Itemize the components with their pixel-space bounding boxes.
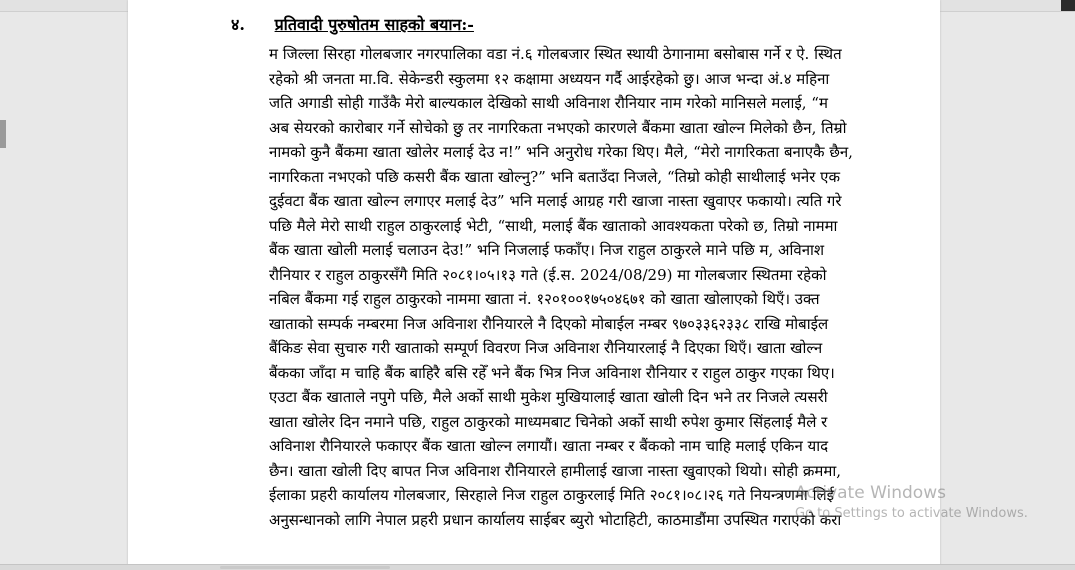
statement-line: नामको कुनै बैंकमा खाता खोलेर मलाई देउ न!” भनि अनुरोध गरेका थिए। मैले, “मेरो नागरिकता बनाएकै छैन, (269, 143, 853, 161)
activation-subtitle: Go to Settings to activate Windows. (795, 506, 1028, 521)
statement-line: म जिल्ला सिरहा गोलबजार नगरपालिका वडा नं.६ गोलबजार स्थित स्थायी ठेगानामा बसोबास गर्ने र ऐ. स्थित (269, 45, 842, 63)
statement-line: बैंकका जाँदा म चाहि बैंक बाहिरै बसि रहेँ भने बैंक भित्र निज अविनाश रौनियार र राहुल ठाकुर गएका थिए। (269, 363, 835, 382)
left-scrollbar-thumb[interactable] (0, 120, 6, 148)
window-corner (1061, 0, 1075, 11)
statement-line: पछि मैले मेरो साथी राहुल ठाकुरलाई भेटी, “साथी, मलाई बैंक खाताको आवश्यकता परेको छ, तिम्रो नाममा (269, 216, 838, 235)
section-number: ४. (231, 15, 245, 34)
statement-line: खाताको सम्पर्क नम्बरमा निज अविनाश रौनियारले नै दिएको मोबाईल नम्बर ९७०३३६२३३८ राखि मोबाईल (269, 314, 829, 333)
statement-line: नागरिकता नभएको पछि कसरी बैंक खाता खोल्नु?” भनि बताउँदा निजले, “तिम्रो कोही साथीलाई भनेर एक (269, 167, 840, 186)
taskbar-edge (0, 564, 1075, 570)
statement-line: खाता खोलेर दिन नमाने पछि, राहुल ठाकुरको माध्यमबाट चिनेको अर्को साथी रुपेश कुमार सिंहलाई मैले र (269, 412, 828, 431)
statement-line: बैंक खाता खोली मलाई चलाउन देउ!” भनि निजलाई फकाँए। निज राहुल ठाकुरले माने पछि म, अविनाश (269, 241, 825, 259)
activation-title: Activate Windows (795, 483, 946, 503)
statement-line: अविनाश रौनियारले फकाएर बैंक खाता खोल्न लगायौं। खाता नम्बर र बैंकको नाम चाहि मलाई एकिन याद (269, 437, 829, 455)
statement-line: रहेको श्री जनता मा.वि. सेकेन्डरी स्कुलमा १२ कक्षामा अध्ययन गर्दै आईरहेको छु। आज भन्दा अं.४ महिना (269, 69, 830, 88)
document-page (128, 0, 940, 570)
statement-line: ईलाका प्रहरी कार्यालय गोलबजार, सिरहाले निज राहुल ठाकुरलाई मिति २०८१।०८।२६ गते नियन्त्रणमा लिई (269, 486, 834, 504)
statement-line: नबिल बैंकमा गई राहुल ठाकुरको नाममा खाता नं. १२०१००१७५०४६७१ को खाता खोलाएको थिएँ। उक्त (269, 290, 820, 308)
section-title: प्रतिवादी पुरुषोतम साहको बयान:- (274, 15, 474, 34)
statement-line: दुईवटा बैंक खाता खोल्न लगाएर मलाई देउ” भनि मलाई आग्रह गरी खाजा नास्ता खुवाएर फकायो। त्यति गरे (269, 192, 842, 210)
statement-line: बैंकिङ सेवा सुचारु गरी खाताको सम्पूर्ण विवरण निज अविनाश रौनियारलाई नै दिएका थिएँ। खाता खोल्न (269, 339, 823, 357)
statement-line: अनुसन्धानको लागि नेपाल प्रहरी प्रधान कार्यालय साईबर ब्युरो भोटाहिटी, काठमाडौंमा उपस्थित गराएको करा (269, 510, 842, 529)
statement-line: एउटा बैंक खाताले नपुगे पछि, मैले अर्को साथी मुकेश मुखियालाई खाता खोली दिन भने तर निजले त्यसरी (269, 388, 828, 406)
statement-line: जति अगाडी सोही गाउँकै मेरो बाल्यकाल देखिको साथी अविनाश रौनियार नाम गरेको मानिसले मलाई, “म (269, 94, 828, 112)
statement-body (269, 42, 901, 532)
statement-line: रौनियार र राहुल ठाकुरसँगै मिति २०८१।०५।१३ गते (ई.स. 2024/08/29) मा गोलबजार स्थितमा रहेको (269, 265, 827, 284)
section-heading (231, 13, 474, 35)
statement-line: छैन। खाता खोली दिए बापत निज अविनाश रौनियारले हामीलाई खाजा नास्ता खुवाएको थियो। सोही क्रममा, (269, 461, 841, 480)
statement-line: अब सेयरको कारोबार गर्ने सोचेको छु तर नागरिकता नभएको कारणले बैंकमा खाता खोल्न मिलेको छैन, तिम्रो (269, 118, 847, 137)
taskbar-item[interactable] (220, 566, 390, 569)
